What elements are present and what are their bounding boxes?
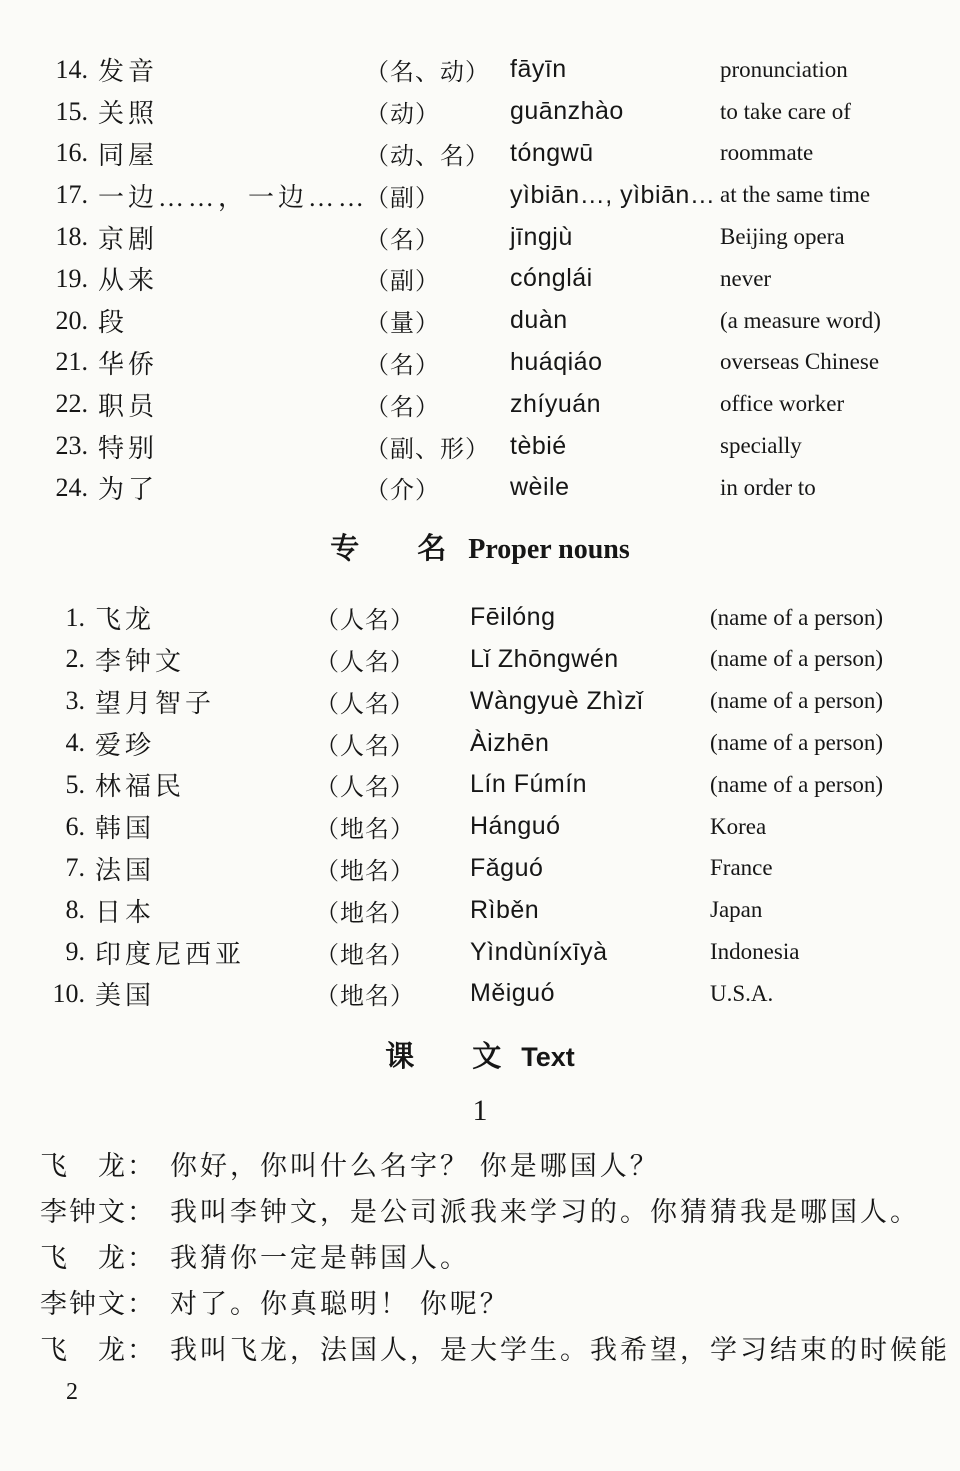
item-number: 15.: [55, 96, 88, 126]
vocab-row: [40, 680, 960, 722]
vocab-row: [40, 848, 960, 890]
pinyin: Rìběn: [470, 895, 540, 924]
text-heading-chinese: 课 文: [385, 1040, 502, 1073]
item-number: 23.: [55, 431, 88, 461]
part-of-speech: （介）: [365, 478, 440, 505]
pinyin: Fēilóng: [470, 603, 556, 632]
english-translation: Korea: [710, 813, 767, 839]
english-translation: never: [720, 265, 772, 291]
english-translation: Beijing opera: [720, 224, 845, 250]
chinese-word: 京剧: [98, 224, 159, 254]
chinese-word: 华侨: [98, 349, 159, 379]
dialogue-speaker: 李钟文：: [40, 1196, 156, 1227]
dialogue-line: [40, 1189, 960, 1235]
item-number: 2.: [65, 644, 85, 674]
english-translation: specially: [720, 433, 802, 459]
part-of-speech: （地名）: [315, 817, 415, 844]
vocab-row: [40, 258, 960, 300]
pinyin: Měiguó: [470, 979, 555, 1008]
chinese-word: 段: [98, 308, 129, 338]
proper-nouns-heading-chinese: 专 名: [330, 532, 447, 565]
item-number: 22.: [55, 389, 88, 419]
page-number: 2: [66, 1378, 78, 1405]
textbook-page: [0, 49, 960, 1471]
english-translation: overseas Chinese: [720, 349, 880, 375]
part-of-speech: （量）: [365, 311, 440, 338]
item-number: 14.: [55, 54, 88, 84]
chinese-word: 法国: [95, 855, 156, 885]
item-number: 19.: [55, 263, 88, 293]
item-number: 9.: [65, 937, 85, 967]
chinese-word: 发音: [98, 57, 159, 87]
english-translation: Japan: [710, 897, 763, 923]
chinese-word: 爱珍: [95, 730, 156, 760]
item-number: 7.: [65, 853, 85, 883]
pinyin: wèile: [510, 473, 570, 502]
dialogue-speaker: 飞 龙：: [40, 1334, 156, 1365]
part-of-speech: （人名）: [315, 691, 415, 718]
chinese-word: 为了: [98, 475, 159, 505]
part-of-speech: （人名）: [315, 775, 415, 802]
part-of-speech: （人名）: [315, 649, 415, 676]
dialogue-line: [40, 1143, 960, 1189]
english-translation: in order to: [720, 474, 816, 500]
pinyin: huáqiáo: [510, 347, 603, 376]
chinese-word: 同屋: [98, 140, 159, 170]
chinese-word: 日本: [95, 897, 156, 927]
pinyin: yìbiān…, yìbiān…: [510, 180, 716, 209]
pinyin: Lín Fúmín: [470, 770, 588, 799]
item-number: 4.: [65, 728, 85, 758]
item-number: 3.: [65, 686, 85, 716]
text-heading-english: Text: [521, 1041, 575, 1072]
english-translation: roommate: [720, 140, 814, 166]
item-number: 10.: [52, 978, 85, 1008]
chinese-word: 林福民: [95, 772, 186, 802]
english-translation: at the same time: [720, 182, 871, 208]
vocab-row: [40, 806, 960, 848]
english-translation: pronunciation: [720, 56, 848, 82]
proper-nouns-heading-english: Proper nouns: [468, 533, 630, 565]
pinyin: cónglái: [510, 264, 593, 293]
text-heading: [0, 1037, 960, 1077]
dialogue-text: 对了。你真聪明！ 你呢？: [170, 1288, 510, 1319]
vocab-row: [40, 133, 960, 175]
item-number: 1.: [65, 602, 85, 632]
english-translation: France: [710, 855, 773, 881]
part-of-speech: （人名）: [315, 608, 415, 635]
english-translation: office worker: [720, 391, 845, 417]
vocab-row: [40, 597, 960, 639]
chinese-word: 从来: [98, 266, 159, 296]
part-of-speech: （名）: [365, 227, 440, 254]
vocab-row: [40, 174, 960, 216]
vocab-row: [40, 300, 960, 342]
part-of-speech: （地名）: [315, 984, 415, 1011]
vocab-row: [40, 91, 960, 133]
item-number: 20.: [55, 305, 88, 335]
item-number: 21.: [55, 347, 88, 377]
chinese-word: 李钟文: [95, 646, 186, 676]
vocab-row: [40, 889, 960, 931]
chinese-word: 一边……，一边……: [98, 182, 369, 212]
english-translation: (a measure word): [720, 307, 881, 333]
vocab-row: [40, 722, 960, 764]
dialogue-speaker: 飞 龙：: [40, 1242, 156, 1273]
pinyin: Fǎguó: [470, 853, 544, 882]
pinyin: fāyīn: [510, 55, 567, 84]
chinese-word: 关照: [98, 99, 159, 129]
english-translation: (name of a person): [710, 604, 884, 630]
pinyin: tèbié: [510, 431, 567, 460]
item-number: 5.: [65, 769, 85, 799]
pinyin: tóngwū: [510, 138, 594, 167]
dialogue-speaker: 李钟文：: [40, 1288, 156, 1319]
pinyin: duàn: [510, 306, 568, 335]
proper-nouns-heading: [0, 529, 960, 569]
dialogue-line: [40, 1327, 960, 1373]
vocab-row: [40, 342, 960, 384]
vocab-row: [40, 973, 960, 1015]
chinese-word: 韩国: [95, 814, 156, 844]
part-of-speech: （名）: [365, 394, 440, 421]
pinyin: guānzhào: [510, 97, 624, 126]
chinese-word: 印度尼西亚: [95, 939, 246, 969]
part-of-speech: （动、名）: [365, 143, 490, 170]
item-number: 24.: [55, 472, 88, 502]
part-of-speech: （名、动）: [365, 60, 490, 87]
pinyin: Hánguó: [470, 812, 561, 841]
pinyin: Yìndùníxīyà: [470, 937, 608, 966]
english-translation: (name of a person): [710, 646, 884, 672]
chinese-word: 望月智子: [95, 688, 216, 718]
english-translation: Indonesia: [710, 939, 800, 965]
proper-nouns-list: [40, 597, 960, 1015]
dialogue-line: [40, 1235, 960, 1281]
vocabulary-list: [40, 49, 960, 509]
chinese-word: 飞龙: [95, 605, 156, 635]
dialogue: [40, 1143, 960, 1373]
chinese-word: 特别: [98, 433, 159, 463]
english-translation: (name of a person): [710, 771, 884, 797]
vocab-row: [40, 639, 960, 681]
part-of-speech: （副）: [365, 269, 440, 296]
part-of-speech: （地名）: [315, 942, 415, 969]
item-number: 17.: [55, 180, 88, 210]
vocab-row: [40, 49, 960, 91]
item-number: 6.: [65, 811, 85, 841]
part-of-speech: （动）: [365, 102, 440, 129]
english-translation: (name of a person): [710, 730, 884, 756]
vocab-row: [40, 764, 960, 806]
chinese-word: 美国: [95, 981, 156, 1011]
part-of-speech: （副）: [365, 185, 440, 212]
part-of-speech: （副、形）: [365, 436, 490, 463]
dialogue-line: [40, 1281, 960, 1327]
part-of-speech: （地名）: [315, 900, 415, 927]
dialogue-text: 你好，你叫什么名字？ 你是哪国人？: [170, 1150, 660, 1181]
dialogue-text: 我叫飞龙，法国人，是大学生。我希望，学习结束的时候能: [170, 1334, 950, 1365]
pinyin: Wàngyuè Zhìzǐ: [470, 686, 644, 715]
english-translation: (name of a person): [710, 688, 884, 714]
part-of-speech: （名）: [365, 352, 440, 379]
vocab-row: [40, 425, 960, 467]
vocab-row: [40, 383, 960, 425]
vocab-row: [40, 931, 960, 973]
pinyin: jīngjù: [510, 222, 573, 251]
lesson-number: 1: [472, 1093, 488, 1127]
item-number: 16.: [55, 138, 88, 168]
pinyin: Lǐ Zhōngwén: [470, 644, 619, 673]
dialogue-text: 我叫李钟文，是公司派我来学习的。你猜猜我是哪国人。: [170, 1196, 920, 1227]
part-of-speech: （地名）: [315, 858, 415, 885]
part-of-speech: （人名）: [315, 733, 415, 760]
dialogue-speaker: 飞 龙：: [40, 1150, 156, 1181]
pinyin: Àizhēn: [470, 728, 550, 757]
item-number: 18.: [55, 222, 88, 252]
english-translation: U.S.A.: [710, 980, 774, 1006]
english-translation: to take care of: [720, 98, 851, 124]
vocab-row: [40, 467, 960, 509]
dialogue-text: 我猜你一定是韩国人。: [170, 1242, 470, 1273]
pinyin: zhíyuán: [510, 389, 602, 418]
chinese-word: 职员: [98, 391, 159, 421]
vocab-row: [40, 216, 960, 258]
item-number: 8.: [65, 895, 85, 925]
